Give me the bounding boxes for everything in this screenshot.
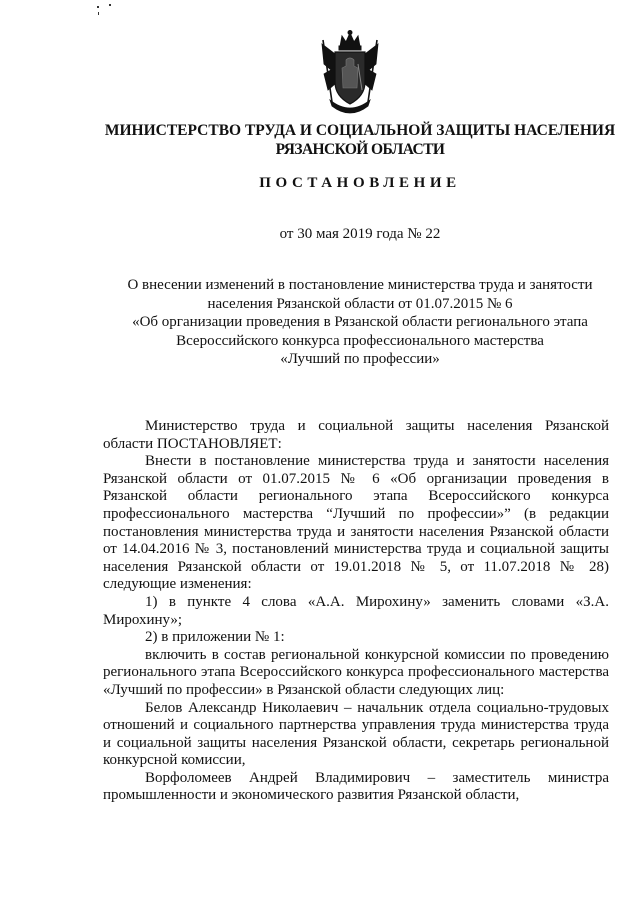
document-body <box>103 418 609 805</box>
document-type-title: ПОСТАНОВЛЕНИЕ <box>259 175 461 191</box>
body-paragraph-item-2: 2) в приложении № 1: <box>145 629 285 646</box>
ministry-name-line1: МИНИСТЕРСТВО ТРУДА И СОЦИАЛЬНОЙ ЗАЩИТЫ НАСЕЛЕНИЯ <box>104 122 616 139</box>
subject-line: О внесении изменений в постановление министерства труда и занятости <box>127 277 593 293</box>
body-paragraph-member-belov: Белов Александр Николаевич – начальник отдела социально-трудовых отношений и социального партнерства управления труда министерства труда и социальной защиты населения Рязанской области, секретарь региональной конкурсной комиссии, <box>103 699 609 769</box>
body-paragraph-member-vorfolomeev: Ворфоломеев Андрей Владимирович – заместитель министра промышленности и экономического развития Рязанской области, <box>103 769 609 804</box>
body-paragraph-amendment: Внести в постановление министерства труда и занятости населения Рязанской области от 01.07.2015 № 6 «Об организации проведения в Рязанской области регионального этапа Всероссийского конкурса профессионального мастерства “Лучший по профессии»” (в редакции постановления министерства труда и занятости населения Рязанской области от 14.04.2016 № 3, постановлений министерства труда и социальной защиты населения Рязанской области от 19.01.2018 № 5, от 11.07.2018 № 28) следующие изменения: <box>103 453 609 593</box>
body-paragraph-include: включить в состав региональной конкурсной комиссии по проведению регионального этапа Всероссийского конкурса профессионального мастерства «Лучший по профессии» в Рязанской области следующих лиц: <box>103 646 609 698</box>
document-date-number: от 30 мая 2019 года № 22 <box>279 226 441 242</box>
ministry-name <box>60 121 640 159</box>
scan-speck <box>109 4 111 6</box>
coat-of-arms-emblem <box>318 30 382 116</box>
document-subject <box>60 276 640 369</box>
subject-line: «Лучший по профессии» <box>280 351 440 368</box>
subject-line: «Об организации проведения в Рязанской области регионального этапа <box>132 314 588 331</box>
scan-speck <box>97 6 99 8</box>
subject-line: населения Рязанской области от 01.07.2015 № 6 <box>207 295 513 312</box>
subject-line: Всероссийского конкурса профессионального мастерства <box>176 332 544 349</box>
scan-speck <box>98 12 99 15</box>
body-paragraph-preamble: Министерство труда и социальной защиты населения Рязанской области ПОСТАНОВЛЯЕТ: <box>103 418 609 452</box>
body-paragraph-item-1: 1) в пункте 4 слова «А.А. Мирохину» заменить словами «З.А. Мирохину»; <box>103 593 609 628</box>
ministry-name-line2: РЯЗАНСКОЙ ОБЛАСТИ <box>275 141 445 158</box>
